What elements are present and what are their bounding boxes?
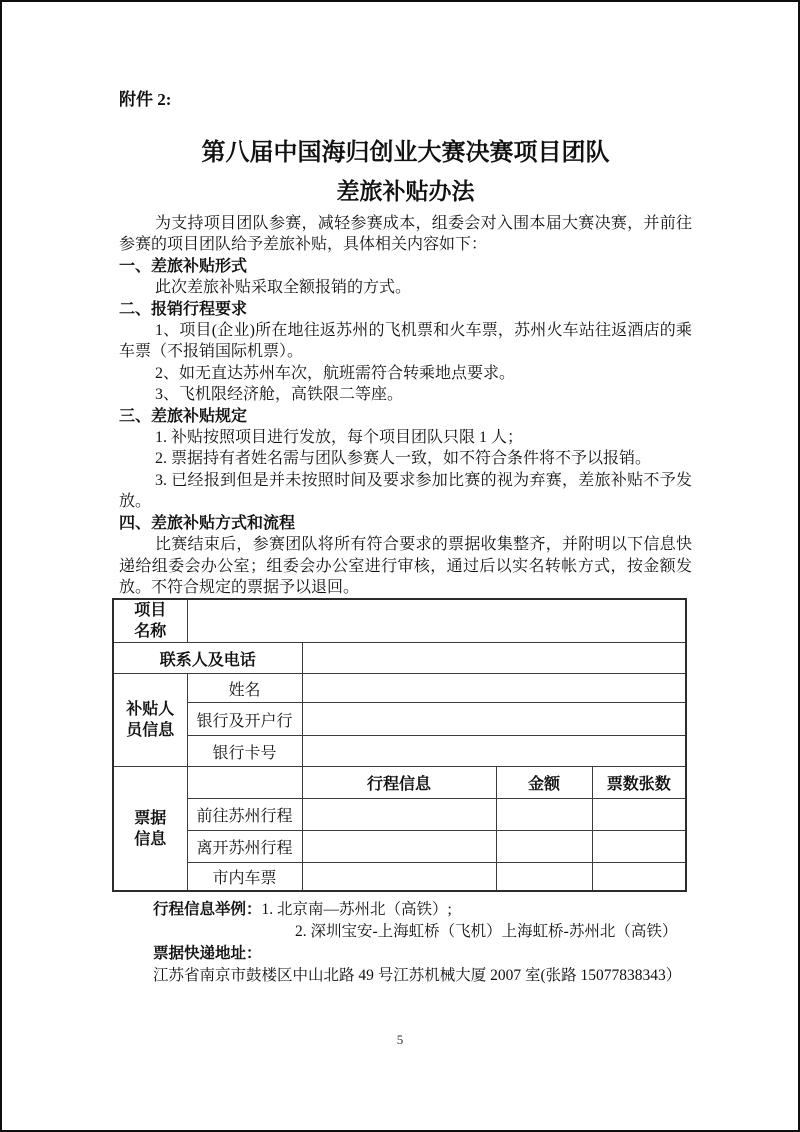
itinerary-example-line-1 [153, 899, 692, 921]
document-subtitle: 差旅补贴办法 [336, 179, 475, 204]
document-content [2, 2, 692, 987]
subsidy-form-table [112, 598, 687, 892]
project-name-label-cell [113, 599, 187, 643]
document-body [119, 213, 692, 598]
section-2-heading: 二、报销行程要求 [119, 300, 248, 318]
section-1-heading: 一、差旅补贴形式 [119, 257, 248, 275]
section-2-item-2: 2、如无直达苏州车次，航班需符合转乘地点要求。 [155, 364, 516, 382]
to-suzhou-amount-cell [496, 799, 592, 831]
leave-suzhou-itinerary-cell [302, 831, 496, 863]
contact-label-cell: 联系人及电话 [113, 643, 302, 674]
project-name-value-cell [187, 599, 686, 643]
city-ticket-itinerary-cell [302, 863, 496, 891]
itinerary-example-1: 1. 北京南—苏州北（高铁）; [261, 900, 452, 918]
section-2-item-1: 1、项目(企业)所在地往返苏州的飞机票和火车票，苏州火车站往返酒店的乘车票（不报销国际机票）。 [119, 322, 692, 361]
city-ticket-amount-cell [496, 863, 592, 891]
to-suzhou-label-cell: 前往苏州行程 [187, 799, 302, 831]
section-4-heading: 四、差旅补贴方式和流程 [119, 514, 296, 532]
document-title: 第八届中国海归创业大赛决赛项目团队 [201, 140, 610, 166]
itinerary-header-cell: 行程信息 [302, 767, 496, 799]
ticket-count-header-cell: 票数张数 [592, 767, 686, 799]
project-name-label: 项目名称 [134, 602, 167, 641]
contact-value-cell [302, 643, 686, 674]
ticket-header-blank-cell [187, 767, 302, 799]
city-ticket-label-cell: 市内车票 [187, 863, 302, 891]
name-label-cell: 姓名 [187, 674, 302, 703]
mailing-address-label: 票据快递地址： [153, 944, 262, 962]
ticket-info-group-label-cell [113, 767, 187, 891]
page-number: 5 [396, 1032, 404, 1047]
section-1-paragraph: 此次差旅补贴采取全额报销的方式。 [155, 279, 412, 297]
section-3-item-3: 3. 已经报到但是并未按照时间及要求参加比赛的视为弃赛，差旅补贴不予发放。 [119, 471, 692, 511]
leave-suzhou-count-cell [592, 831, 686, 863]
leave-suzhou-label-cell: 离开苏州行程 [187, 831, 302, 863]
card-number-label-cell: 银行卡号 [187, 736, 302, 767]
mailing-address: 江苏省南京市鼓楼区中山北路 49 号江苏机械大厦 2007 室(张路 15077838343） [153, 966, 682, 984]
ticket-info-group-label: 票据信息 [134, 809, 167, 848]
name-value-cell [302, 674, 686, 703]
intro-paragraph: 为支持项目团队参赛，减轻参赛成本，组委会对入围本届大赛决赛，并前往参赛的项目团队给予差旅补贴，具体相关内容如下： [119, 215, 692, 254]
leave-suzhou-amount-cell [496, 831, 592, 863]
amount-header-cell: 金额 [496, 767, 592, 799]
section-2-item-3: 3、飞机限经济舱，高铁限二等座。 [155, 386, 404, 404]
bank-label-cell: 银行及开户行 [187, 703, 302, 736]
section-3-item-1: 1. 补贴按照项目进行发放，每个项目团队只限 1 人； [155, 429, 524, 447]
itinerary-example-2: 2. 深圳宝安-上海虹桥（飞机）上海虹桥-苏州北（高铁） [295, 922, 678, 940]
itinerary-example-label: 行程信息举例： [153, 900, 262, 918]
city-ticket-count-cell [592, 863, 686, 891]
to-suzhou-count-cell [592, 799, 686, 831]
notes-block [119, 899, 692, 987]
card-number-value-cell [302, 736, 686, 767]
section-4-paragraph: 比赛结束后，参赛团队将所有符合要求的票据收集整齐，并附明以下信息快递给组委会办公室；组委会办公室进行审核，通过后以实名转帐方式，按金额发放。不符合规定的票据予以退回。 [119, 536, 692, 596]
bank-value-cell [302, 703, 686, 736]
section-3-heading: 三、差旅补贴规定 [119, 407, 248, 425]
to-suzhou-itinerary-cell [302, 799, 496, 831]
subsidy-info-group-label: 补贴人员信息 [126, 701, 175, 740]
attachment-label: 附件 2: [119, 90, 172, 109]
subsidy-info-group-label-cell [113, 674, 187, 767]
section-3-item-2: 2. 票据持有者姓名需与团队参赛人一致，如不符合条件将不予以报销。 [155, 450, 652, 468]
